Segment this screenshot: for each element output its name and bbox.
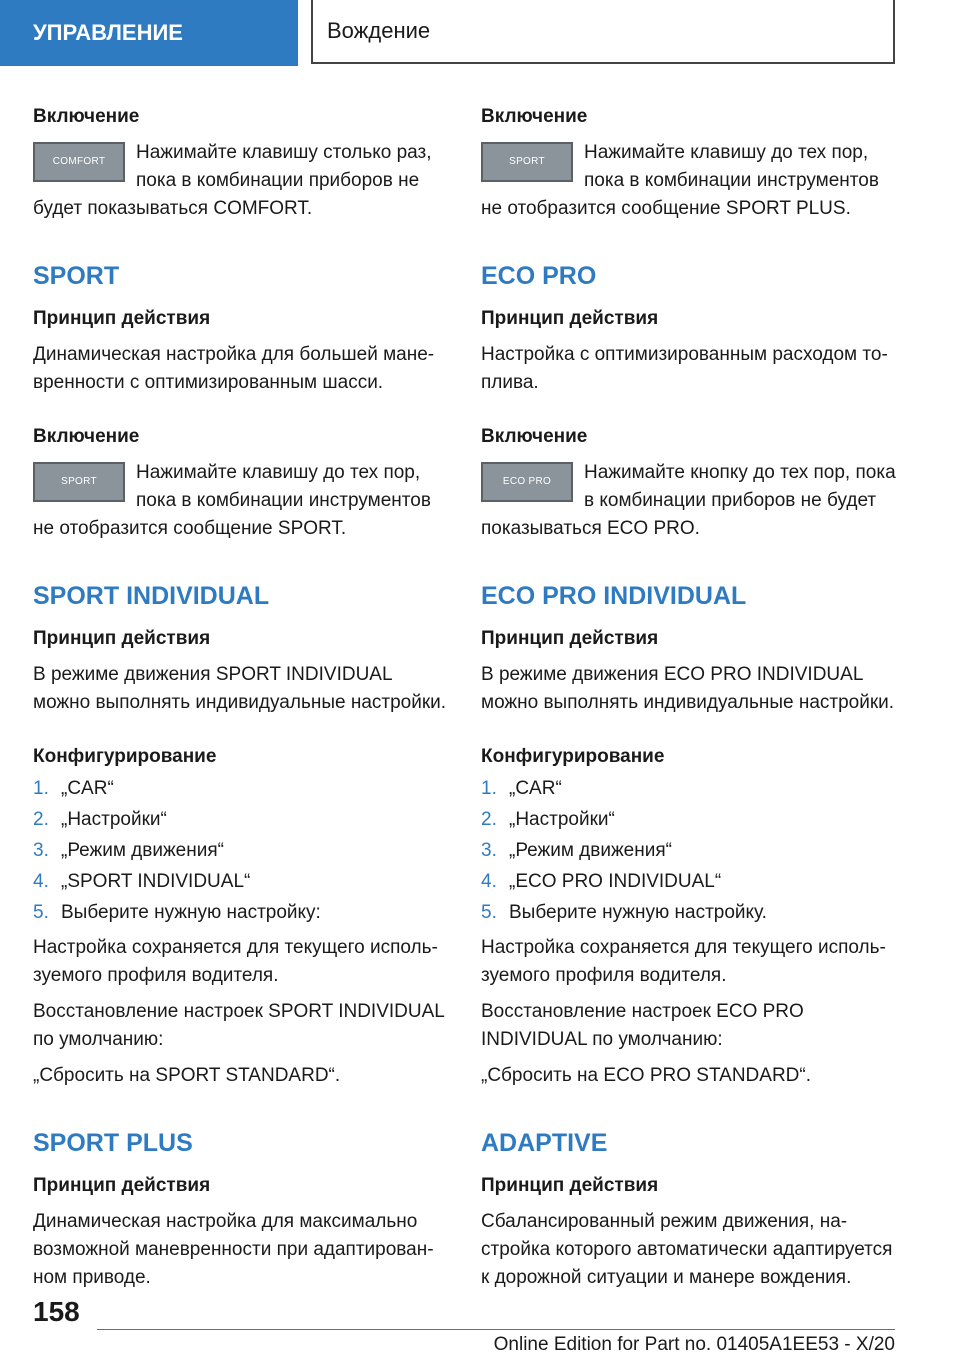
body-text: Настройка сохраняется для текущего используемого профиля водителя. — [481, 937, 886, 986]
body-text: Нажимайте клавишу столько раз, пока в комбинации приборов не будет показываться COMFORT. — [33, 142, 432, 219]
list-item: 5. Выберите нужную настройку. — [481, 902, 767, 923]
subheading: Принцип действия — [33, 308, 211, 329]
subheading: Включение — [481, 426, 588, 447]
subheading: Принцип действия — [33, 1175, 211, 1196]
body-text: Нажимайте кнопку до тех пор, пока в комбинации приборов не будет показываться ECO PRO. — [481, 462, 896, 539]
steps-list — [33, 773, 451, 928]
left-column — [33, 103, 451, 1318]
right-column — [481, 103, 899, 1318]
list-item: 4. „ECO PRO INDIVIDUAL“ — [481, 871, 722, 892]
body-text: В режиме движения SPORT INDIVIDUAL можно выполнять индивидуальные настройки. — [33, 664, 447, 713]
edition-footer: Online Edition for Part no. 01405A1EE53 - X/20 — [493, 1334, 895, 1355]
list-item: 5. Выберите нужную настройку: — [33, 902, 321, 923]
body-text: Динамическая настройка для максимально возможной маневренности при адаптированном приводе. — [33, 1211, 434, 1288]
subheading: Конфигурирование — [481, 746, 665, 767]
body-text: Динамическая настройка для большей маневренности с оптимизированным шасси. — [33, 344, 435, 393]
section-heading-eco-pro-individual: ECO PRO INDIVIDUAL — [481, 582, 747, 610]
eco-pro-button-icon: ECO PRO — [481, 462, 573, 502]
sport-button-icon: SPORT — [481, 142, 573, 182]
list-item: 3. „Режим движения“ — [33, 840, 224, 861]
steps-list — [481, 773, 899, 928]
comfort-on-block — [33, 103, 451, 223]
section-heading-adaptive: ADAPTIVE — [481, 1129, 608, 1157]
body-text: Восстановление настроек SPORT INDIVIDUAL по умолчанию: — [33, 1001, 445, 1050]
chapter-title: Вождение — [311, 0, 895, 64]
list-item: 1. „CAR“ — [481, 778, 562, 799]
subheading: Принцип действия — [33, 628, 211, 649]
subheading: Принцип действия — [481, 308, 659, 329]
subheading: Принцип действия — [481, 628, 659, 649]
sport-plus-on-block — [481, 103, 899, 223]
body-text: Настройка с оптимизированным расходом топлива. — [481, 344, 888, 393]
section-heading-sport-plus: SPORT PLUS — [33, 1129, 193, 1157]
body-text: Нажимайте клавишу до тех пор, пока в комбинации инструментов не отобразится сообщение SPORT PLUS. — [481, 142, 879, 219]
subheading: Конфигурирование — [33, 746, 217, 767]
subheading: Включение — [33, 106, 140, 127]
section-tab: УПРАВЛЕНИЕ — [0, 0, 298, 66]
body-text: Восстановление настроек ECO PRO INDIVIDUAL по умолчанию: — [481, 1001, 804, 1050]
sport-button-icon: SPORT — [33, 462, 125, 502]
body-text: Нажимайте клавишу до тех пор, пока в комбинации инструментов не отобразится сообщение SPORT. — [33, 462, 431, 539]
subheading: Включение — [481, 106, 588, 127]
section-heading-eco-pro: ECO PRO — [481, 262, 597, 290]
page-number: 158 — [33, 1296, 80, 1327]
comfort-button-icon: COMFORT — [33, 142, 125, 182]
list-item: 2. „Настройки“ — [481, 809, 615, 830]
section-heading-sport: SPORT — [33, 262, 120, 290]
subheading: Принцип действия — [481, 1175, 659, 1196]
body-text: Настройка сохраняется для текущего используемого профиля водителя. — [33, 937, 438, 986]
body-text: Сбалансированный режим движения, настройка которого автоматически адаптируется к дорожной ситуации и манере вождения. — [481, 1211, 893, 1288]
body-text: В режиме движения ECO PRO INDIVIDUAL можно выполнять индивидуальные настройки. — [481, 664, 895, 713]
footer-rule — [97, 1329, 895, 1330]
section-heading-sport-individual: SPORT INDIVIDUAL — [33, 582, 270, 610]
body-text: „Сбросить на ECO PRO STANDARD“. — [481, 1065, 812, 1086]
list-item: 3. „Режим движения“ — [481, 840, 672, 861]
subheading: Включение — [33, 426, 140, 447]
body-text: „Сбросить на SPORT STANDARD“. — [33, 1065, 341, 1086]
list-item: 1. „CAR“ — [33, 778, 114, 799]
list-item: 2. „Настройки“ — [33, 809, 167, 830]
list-item: 4. „SPORT INDIVIDUAL“ — [33, 871, 251, 892]
